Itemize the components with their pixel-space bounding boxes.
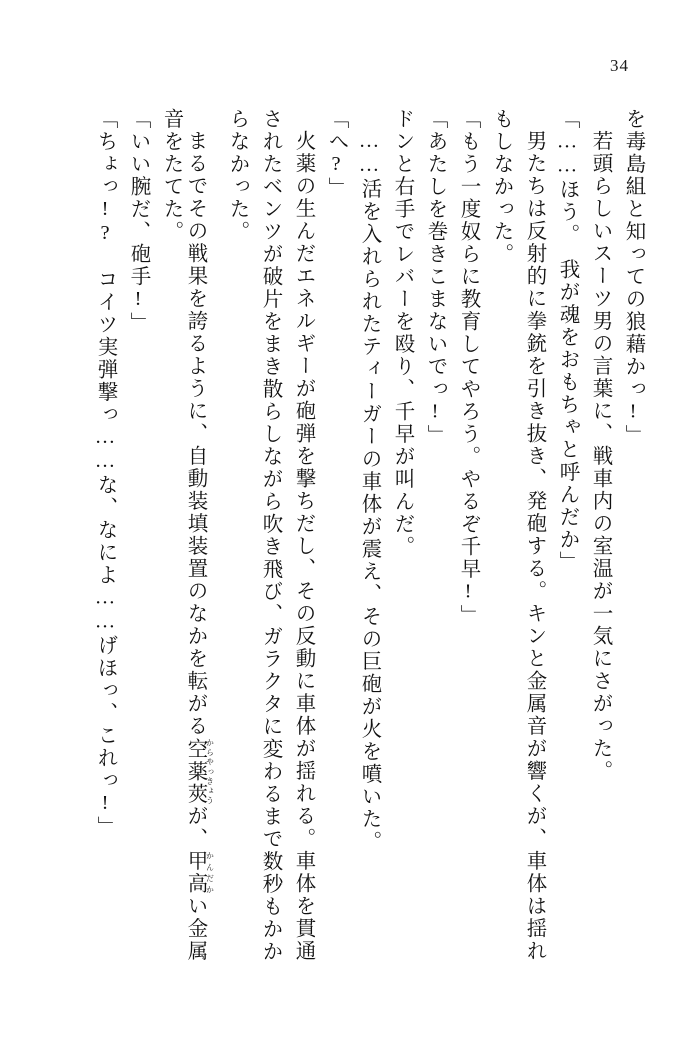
page-number: 34 [610,56,629,75]
text-column: まるでその戦果を誇るように、自動装填装置のなかを転がる空薬莢 からやっきょうが、甲高 かんだかい金属 [184,130,215,963]
body-text-block [52,108,643,992]
text-column: 「あたしを巻きこまないでっ!」 [424,108,446,447]
text-column: を毒島組と知っての狼藉かっ!」 [622,108,644,447]
text-column: 「……ほう。 我が魂をおもちゃと呼んだか」 [556,108,578,574]
text-column: 「へ?」 [325,108,347,200]
text-column: らなかった。 [226,108,248,243]
text-column: 「いい腕だ、砲手!」 [127,108,149,335]
text-column: ドンと右手でレバーを殴り、千早が叫んだ。 [391,108,413,558]
text-column: 「もう一度奴らに教育してやろう。やるぞ千早!」 [457,108,479,627]
text-column: 火薬の生んだエネルギーが砲弾を撃ちだし、その反動に車体が揺れる。車体を貫通 [292,130,314,963]
text-column: 「ちょっ!? コイツ実弾撃っ……な、なによ……げほっ、これっ!」 [94,108,116,839]
text-column: されたベンツが破片をまき散らしながら吹き飛び、ガラクタに変わるまで数秒もかか [259,108,281,963]
text-column: もしなかった。 [490,108,512,266]
text-column: 若頭らしいスーツ男の言葉に、戦車内の室温が一気にさがった。 [589,130,611,783]
text-column: 男たちは反射的に拳銃を引き抜き、発砲する。キンと金属音が響くが、車体は揺れ [523,130,545,963]
text-column: 音をたてた。 [160,108,182,243]
text-column: ……活を入れられたティーガーの車体が震え、その巨砲が火を噴いた。 [358,130,380,853]
